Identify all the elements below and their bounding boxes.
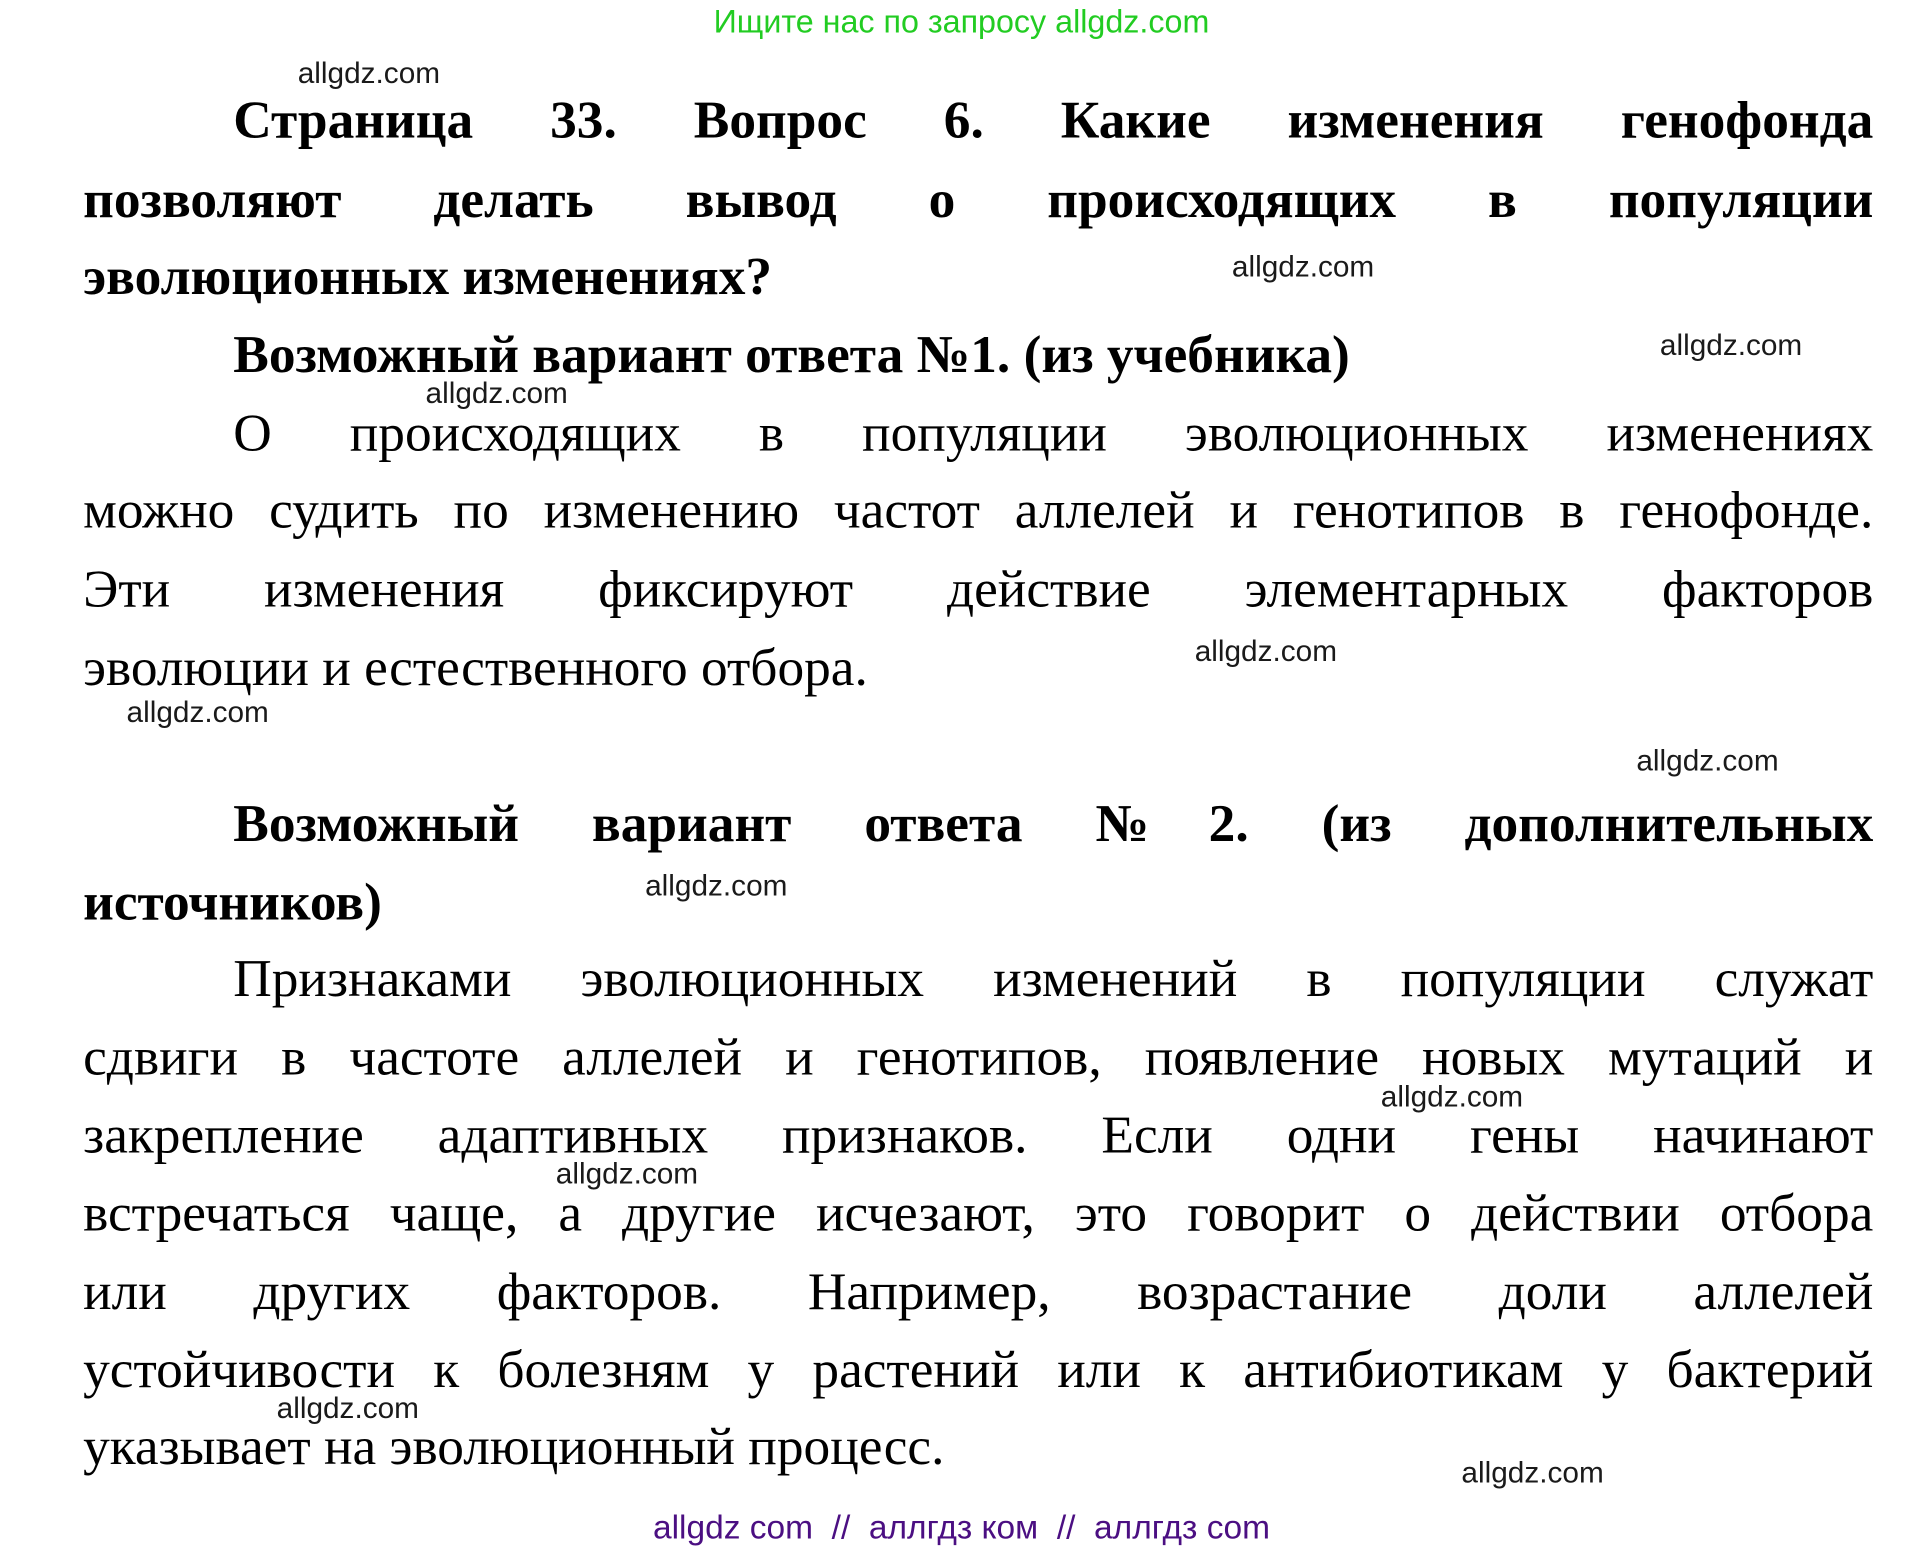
answer2-heading-line-2: источников): [83, 873, 382, 932]
watermark: allgdz.com: [126, 695, 269, 730]
answer2-line-2: сдвиги в частоте аллелей и генотипов, появление новых мутаций и: [83, 1028, 1874, 1087]
answer2-line-7: указывает на эволюционный процесс.: [83, 1418, 945, 1477]
question-line-1: Страница 33. Вопрос 6. Какие изменения генофонда: [233, 91, 1874, 151]
answer2-heading-line-1: Возможный вариант ответа №2. (из дополнительных: [233, 795, 1874, 854]
watermark: allgdz.com: [555, 1157, 699, 1191]
watermark: allgdz.com: [1231, 250, 1375, 285]
answer2-line-4: встречаться чаще, а другие исчезают, это говорит о действии отбора: [83, 1184, 1874, 1244]
answer1-line-3: Эти изменения фиксируют действие элементарных факторов: [83, 560, 1874, 620]
answer1-heading: Возможный вариант ответа №1. (из учебника): [233, 326, 1350, 385]
search-banner: Ищите нас по запросу allgdz.com: [713, 2, 1210, 40]
watermark: allgdz.com: [1659, 328, 1803, 363]
answer1-line-1: О происходящих в популяции эволюционных изменениях: [233, 404, 1874, 463]
answer2-line-6: устойчивости к болезням у растений или к антибиотикам у бактерий: [83, 1341, 1874, 1400]
watermark: allgdz.com: [276, 1391, 419, 1426]
watermark: allgdz.com: [297, 57, 441, 91]
watermark: allgdz.com: [1636, 744, 1779, 778]
watermark: allgdz.com: [1194, 635, 1338, 669]
footer-links: allgdz com // аллгдз ком // аллгдз com: [652, 1508, 1270, 1546]
watermark: allgdz.com: [425, 377, 568, 411]
question-line-3: эволюционных изменениях?: [83, 248, 773, 307]
answer2-line-3: закрепление адаптивных признаков. Если одни гены начинают: [83, 1106, 1874, 1165]
question-line-2: позволяют делать вывод о происходящих в популяции: [83, 171, 1874, 230]
answer2-line-5: или других факторов. Например, возрастание доли аллелей: [83, 1262, 1874, 1322]
answer1-line-4: эволюции и естественного отбора.: [83, 638, 868, 698]
watermark: allgdz.com: [1461, 1456, 1604, 1490]
watermark: allgdz.com: [645, 869, 788, 904]
watermark: allgdz.com: [1380, 1080, 1524, 1115]
answer2-line-1: Признаками эволюционных изменений в популяции служат: [233, 950, 1874, 1009]
answer1-line-2: можно судить по изменению частот аллелей и генотипов в генофонде.: [83, 481, 1874, 540]
